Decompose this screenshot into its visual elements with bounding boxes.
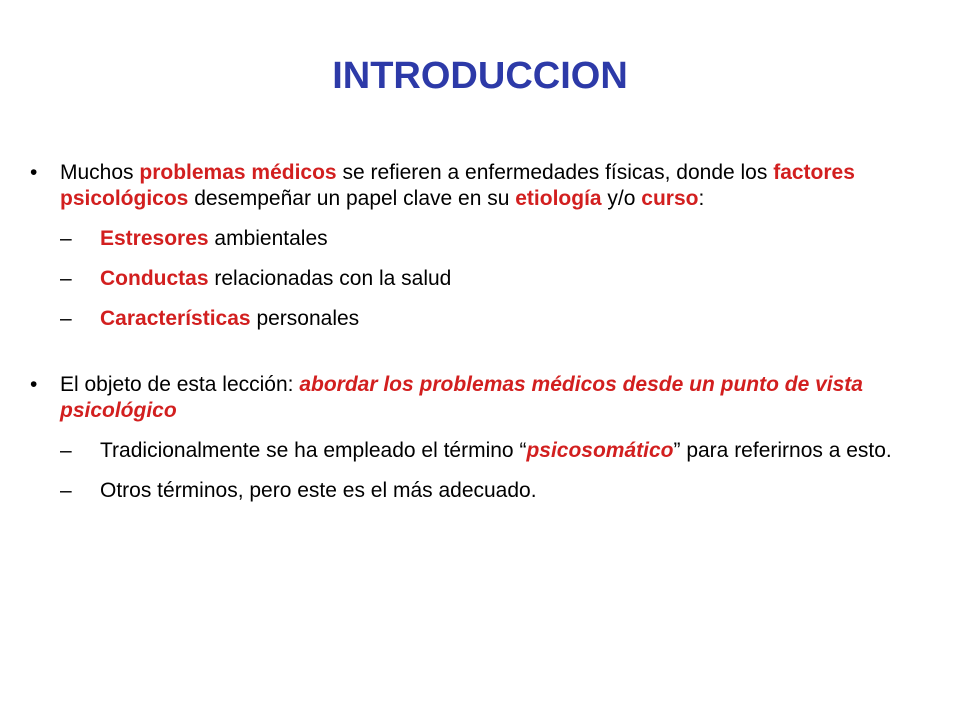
bullet-problemas-medicos: [30, 160, 910, 212]
sub-text: personales: [250, 307, 360, 330]
dash-marker: –: [60, 267, 72, 290]
dash-marker: –: [60, 307, 72, 330]
dash-marker: –: [60, 439, 72, 462]
highlight-text: etiología: [515, 187, 602, 210]
bullet-text: se refieren a enfermedades físicas, donde los: [336, 161, 774, 184]
bullet-text: :: [698, 187, 705, 210]
highlight-text: problemas médicos: [139, 161, 337, 184]
sub-item-psicosomatico: [30, 438, 910, 464]
slide-title: INTRODUCCION: [332, 55, 628, 97]
highlight-text: curso: [641, 187, 699, 210]
dash-marker: –: [60, 479, 72, 502]
bullet-text: Muchos: [60, 161, 140, 184]
spacer: [30, 332, 910, 372]
sub-item-otros-terminos: [30, 478, 910, 504]
bullet-text: y/o: [601, 187, 642, 210]
sub-text: ambientales: [208, 227, 328, 250]
highlight-text: Estresores: [100, 227, 209, 250]
sub-item-conductas: [30, 266, 910, 292]
sub-text: ” para referirnos a esto.: [673, 439, 892, 462]
highlight-text: psicosomático: [526, 439, 674, 462]
bullet-text: desempeñar un papel clave en su: [188, 187, 516, 210]
sub-text: Tradicionalmente se ha empleado el término “: [100, 439, 527, 462]
sub-text: relacionadas con la salud: [208, 267, 452, 290]
highlight-text: Conductas: [100, 267, 209, 290]
sub-text: Otros términos, pero este es el más adecuado.: [100, 479, 537, 502]
dash-marker: –: [60, 227, 72, 250]
bullet-marker: •: [30, 373, 38, 396]
highlight-text: factores psicológicos: [60, 161, 855, 210]
sub-item-estresores: [30, 226, 910, 252]
bullet-text: El objeto de esta lección:: [60, 373, 300, 396]
slide-content: [30, 160, 910, 504]
sub-item-caracteristicas: [30, 306, 910, 332]
highlight-text: abordar los problemas médicos desde un punto de vista psicológico: [60, 373, 863, 422]
bullet-objeto-leccion: [30, 372, 910, 424]
bullet-marker: •: [30, 161, 38, 184]
highlight-text: Características: [100, 307, 251, 330]
